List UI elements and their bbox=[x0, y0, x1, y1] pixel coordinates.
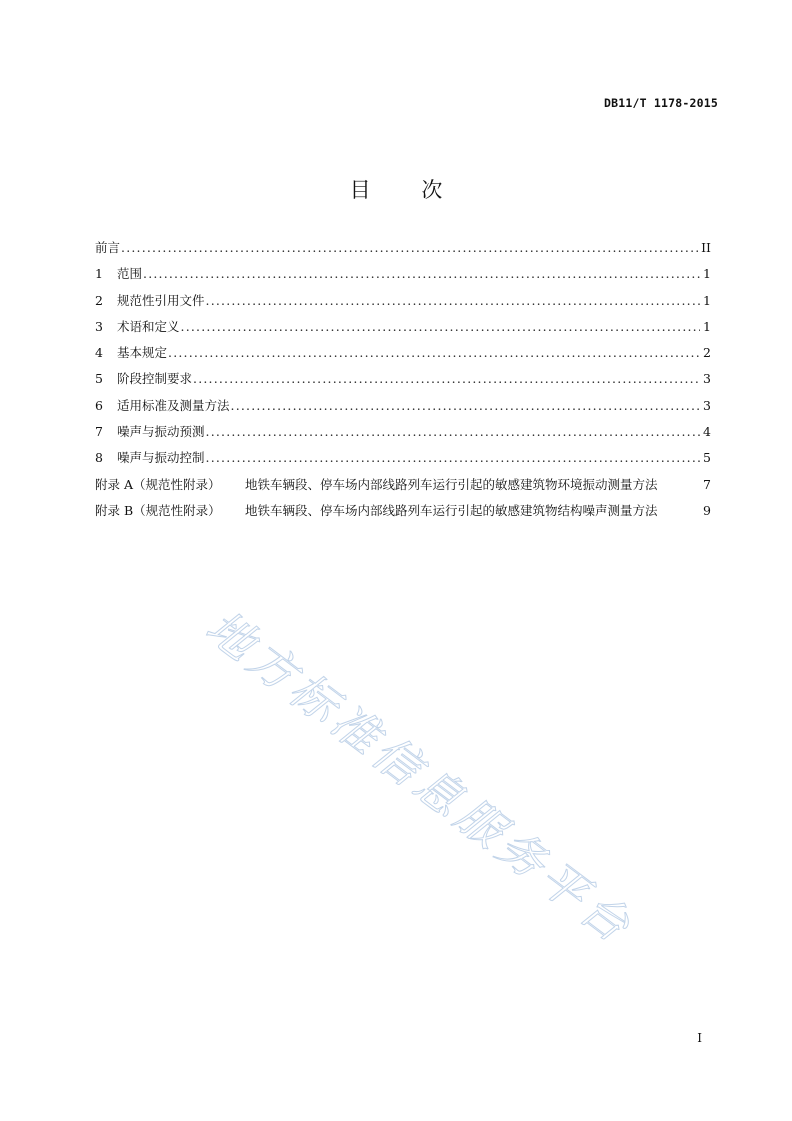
toc-item-page: 1 bbox=[703, 318, 711, 334]
toc-item-label: 基本规定 bbox=[117, 345, 168, 361]
toc-item-number: 4 bbox=[95, 345, 103, 361]
toc-item-number: 5 bbox=[95, 371, 103, 387]
toc-item-label: 前言 bbox=[95, 240, 121, 255]
toc-item-basic-rules[interactable] bbox=[95, 343, 711, 369]
toc-leader-dots bbox=[193, 369, 700, 389]
toc-item-label: 规范性引用文件 bbox=[117, 292, 205, 308]
toc-item-number: 2 bbox=[95, 292, 103, 308]
appendix-title: 地铁车辆段、停车场内部线路列车运行引起的敏感建筑物结构噪声测量方法 bbox=[245, 502, 658, 518]
toc-item-stage-control[interactable] bbox=[95, 369, 711, 395]
appendix-tag: 附录 B（规范性附录） bbox=[95, 502, 221, 518]
toc-item-page: II bbox=[701, 240, 711, 255]
toc-item-label: 适用标准及测量方法 bbox=[117, 397, 230, 413]
toc-item-terms-definitions[interactable] bbox=[95, 317, 711, 343]
toc-item-page: 2 bbox=[703, 345, 711, 361]
page-title: 目 次 bbox=[349, 178, 465, 202]
watermark: 地方标准信息服务平台 bbox=[196, 599, 645, 956]
toc-item-control[interactable] bbox=[95, 448, 711, 474]
toc-item-label: 范围 bbox=[117, 266, 143, 282]
toc-leader-dots bbox=[121, 238, 698, 258]
toc-item-standards-methods[interactable] bbox=[95, 396, 711, 422]
toc-leader-dots bbox=[181, 317, 701, 337]
toc-leader-dots bbox=[206, 422, 701, 442]
toc-item-label: 噪声与振动预测 bbox=[117, 424, 205, 440]
document-code: DB11/T 1178-2015 bbox=[604, 96, 718, 110]
toc-item-page: 1 bbox=[703, 266, 711, 282]
toc-leader-dots bbox=[206, 291, 701, 311]
toc-item-page: 9 bbox=[703, 502, 711, 518]
toc-leader-dots bbox=[143, 264, 700, 284]
toc-item-scope[interactable] bbox=[95, 264, 711, 290]
toc-item-page: 3 bbox=[703, 397, 711, 413]
toc-item-number: 8 bbox=[95, 450, 103, 466]
toc-item-preface[interactable] bbox=[95, 238, 711, 264]
toc-item-page: 5 bbox=[703, 450, 711, 466]
toc-leader-dots bbox=[206, 448, 701, 468]
toc-item-number: 1 bbox=[95, 266, 103, 282]
toc-item-prediction[interactable] bbox=[95, 422, 711, 448]
toc-item-page: 1 bbox=[703, 292, 711, 308]
toc-item-label: 阶段控制要求 bbox=[117, 371, 193, 387]
toc-item-number: 7 bbox=[95, 424, 103, 440]
toc-item-normative-references[interactable] bbox=[95, 291, 711, 317]
toc-leader-dots bbox=[168, 343, 700, 363]
appendix-title: 地铁车辆段、停车场内部线路列车运行引起的敏感建筑物环境振动测量方法 bbox=[245, 476, 658, 492]
toc-item-number: 6 bbox=[95, 397, 103, 413]
toc-item-label: 术语和定义 bbox=[117, 318, 180, 334]
toc-item-label: 噪声与振动控制 bbox=[117, 450, 205, 466]
toc-item-appendix-a[interactable] bbox=[95, 475, 711, 501]
appendix-tag: 附录 A（规范性附录） bbox=[95, 476, 221, 492]
toc-item-page: 4 bbox=[703, 424, 711, 440]
toc-item-number: 3 bbox=[95, 318, 103, 334]
toc-item-page: 3 bbox=[703, 371, 711, 387]
toc-item-page: 7 bbox=[703, 476, 711, 492]
page-number: I bbox=[697, 1031, 702, 1045]
toc-item-appendix-b[interactable] bbox=[95, 501, 711, 527]
table-of-contents bbox=[95, 238, 711, 527]
toc-leader-dots bbox=[231, 396, 701, 416]
